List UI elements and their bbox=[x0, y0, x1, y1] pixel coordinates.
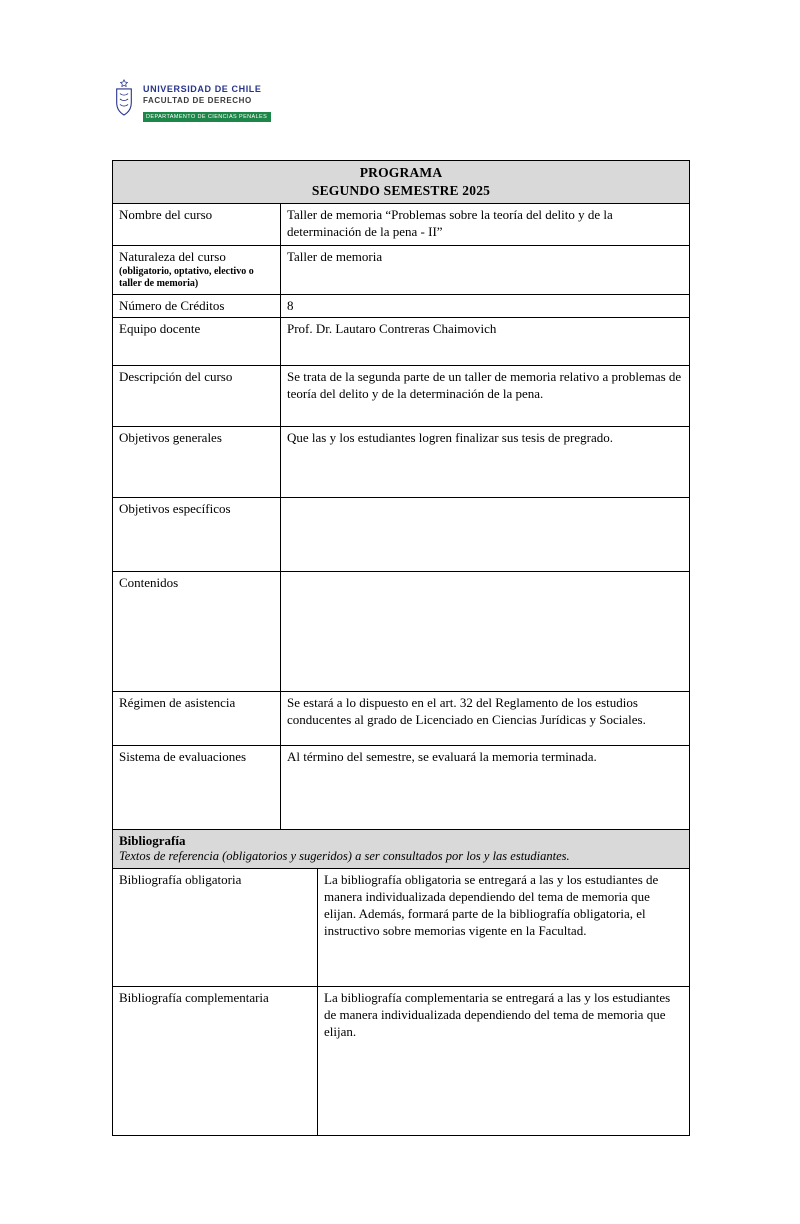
row-label: Régimen de asistencia bbox=[113, 691, 281, 745]
program-table bbox=[112, 160, 690, 830]
university-name: UNIVERSIDAD DE CHILE bbox=[143, 84, 262, 94]
bibliography-title: Bibliografía bbox=[119, 832, 186, 848]
table-row-regimen bbox=[113, 691, 690, 745]
table-row-descripcion bbox=[113, 365, 690, 426]
table-row-biblio-obligatoria bbox=[113, 868, 690, 986]
row-value: Taller de memoria “Problemas sobre la teoría del delito y de la determinación de la pena - II” bbox=[281, 203, 690, 245]
row-value: 8 bbox=[281, 294, 690, 317]
table-row-creditos bbox=[113, 294, 690, 317]
row-label: Bibliografía obligatoria bbox=[113, 868, 318, 986]
row-value: La bibliografía complementaria se entregará a las y los estudiantes de manera individualizada dependiendo del tema de memoria que elijan. bbox=[318, 986, 690, 1135]
table-title: PROGRAMA bbox=[359, 165, 443, 180]
row-label: Descripción del curso bbox=[113, 365, 281, 426]
bibliography-header-cell bbox=[113, 829, 690, 868]
row-label: Número de Créditos bbox=[113, 294, 281, 317]
row-value: La bibliografía obligatoria se entregará a las y los estudiantes de manera individualizada dependiendo del tema de memoria que elijan. Además, formará parte de la bibliografía obligatoria, el instructivo sobre memorias vigente en la Facultad. bbox=[318, 868, 690, 986]
row-value: Que las y los estudiantes logren finalizar sus tesis de pregrado. bbox=[281, 426, 690, 497]
row-label-note: (obligatorio, optativo, electivo o taller de memoria) bbox=[119, 265, 254, 290]
table-row-nombre bbox=[113, 203, 690, 245]
row-label bbox=[113, 245, 281, 294]
row-label: Nombre del curso bbox=[113, 203, 281, 245]
faculty-name: FACULTAD DE DERECHO bbox=[143, 96, 252, 105]
table-subtitle: SEGUNDO SEMESTRE 2025 bbox=[311, 182, 491, 198]
row-value: Al término del semestre, se evaluará la memoria terminada. bbox=[281, 745, 690, 829]
row-label: Equipo docente bbox=[113, 317, 281, 365]
row-label: Sistema de evaluaciones bbox=[113, 745, 281, 829]
program-table-wrap bbox=[112, 160, 689, 1136]
table-row-objetivos-especificos bbox=[113, 497, 690, 571]
bibliography-header-row bbox=[113, 829, 690, 868]
table-row-biblio-complementaria bbox=[113, 986, 690, 1135]
table-row-equipo-docente bbox=[113, 317, 690, 365]
row-value: Prof. Dr. Lautaro Contreras Chaimovich bbox=[281, 317, 690, 365]
row-label: Contenidos bbox=[113, 571, 281, 691]
bibliography-subtitle: Textos de referencia (obligatorios y sugeridos) a ser consultados por los y las estudiantes. bbox=[119, 849, 570, 864]
row-label: Objetivos específicos bbox=[113, 497, 281, 571]
row-label: Bibliografía complementaria bbox=[113, 986, 318, 1135]
row-label: Objetivos generales bbox=[113, 426, 281, 497]
row-value bbox=[281, 497, 690, 571]
row-value: Se trata de la segunda parte de un taller de memoria relativo a problemas de teoría del delito y de la determinación de la pena. bbox=[281, 365, 690, 426]
row-value: Taller de memoria bbox=[281, 245, 690, 294]
row-label-text: Naturaleza del curso bbox=[119, 248, 226, 264]
department-name: DEPARTAMENTO DE CIENCIAS PENALES bbox=[143, 112, 271, 122]
table-row-contenidos bbox=[113, 571, 690, 691]
letterhead bbox=[112, 78, 271, 123]
table-header-cell bbox=[113, 161, 690, 204]
bibliography-table bbox=[112, 829, 690, 1136]
table-row-sistema-evaluaciones bbox=[113, 745, 690, 829]
letterhead-text bbox=[143, 78, 271, 123]
row-value: Se estará a lo dispuesto en el art. 32 del Reglamento de los estudios conducentes al grado de Licenciado en Ciencias Jurídicas y Sociales. bbox=[281, 691, 690, 745]
row-value bbox=[281, 571, 690, 691]
table-row-objetivos-generales bbox=[113, 426, 690, 497]
table-header-row bbox=[113, 161, 690, 204]
university-crest-icon bbox=[112, 78, 136, 120]
table-row-naturaleza bbox=[113, 245, 690, 294]
